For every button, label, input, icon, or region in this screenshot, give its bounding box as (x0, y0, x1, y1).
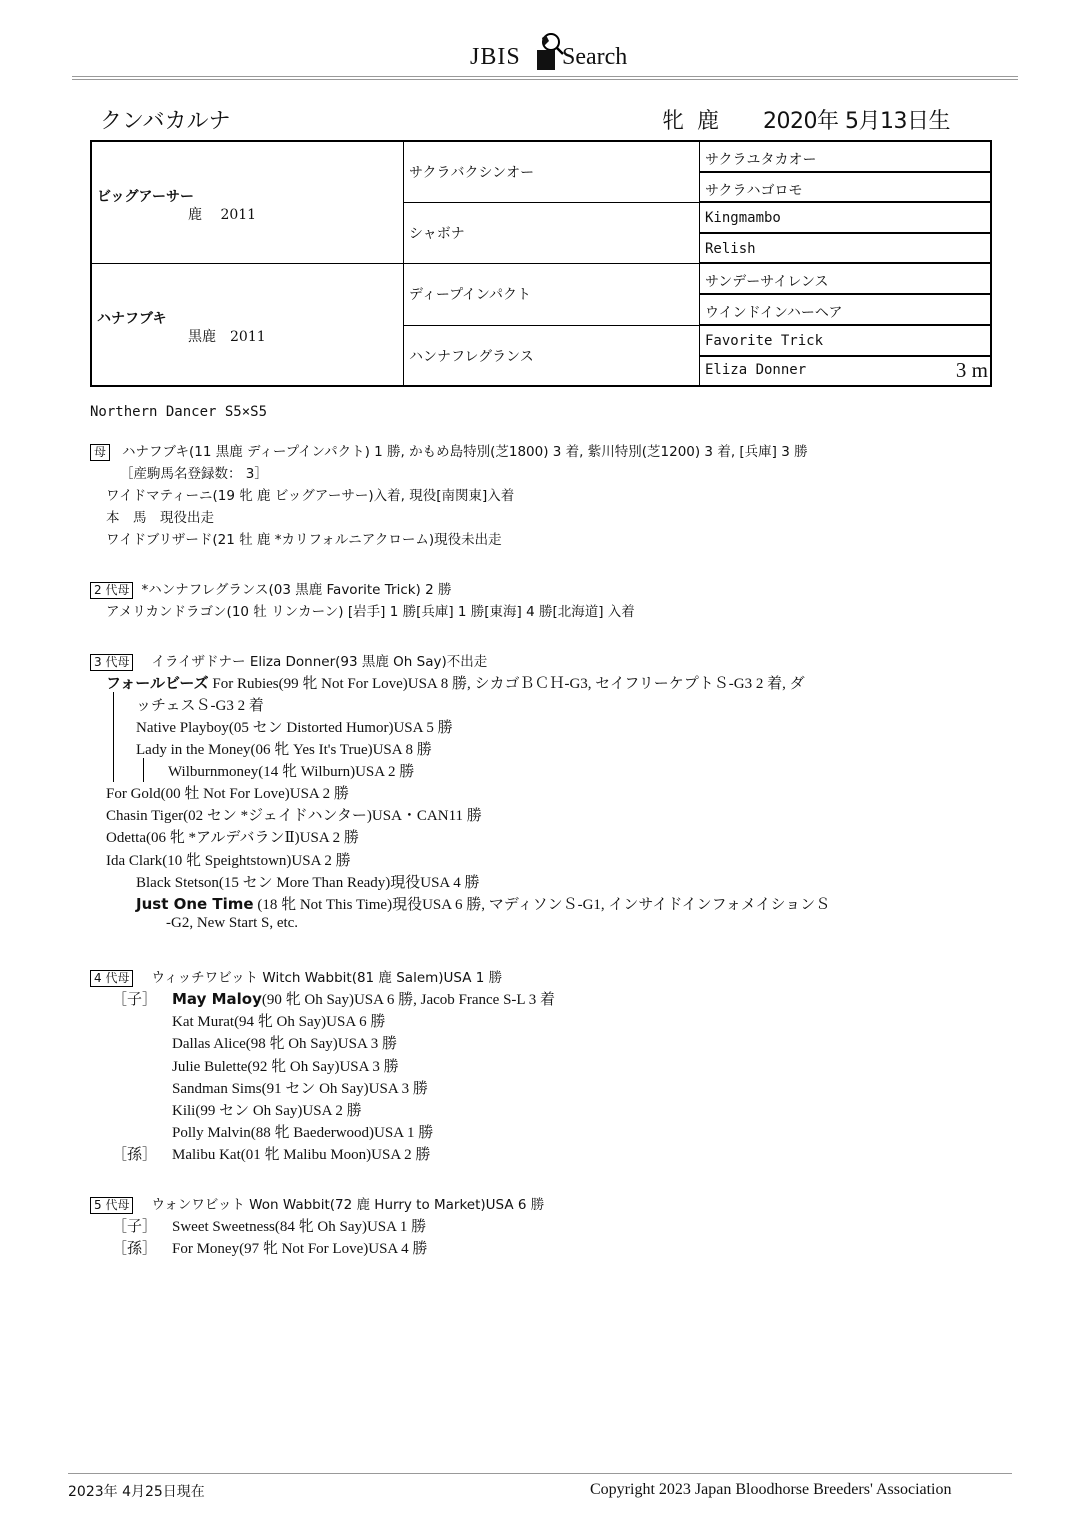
gen3-cell (699, 295, 990, 326)
gen2-name[interactable]: シャボナ (409, 226, 465, 242)
dam-line (90, 440, 808, 461)
progeny-text: Wilburnmoney(14 牝 Wilburn)USA 2 勝 (168, 764, 415, 780)
progeny-text: Kili(99 セン Oh Say)USA 2 勝 (172, 1103, 362, 1119)
grandchild-label: ［孫］ (112, 1147, 158, 1163)
sire-cell (92, 142, 403, 264)
child-label: ［子］ (112, 1219, 158, 1235)
pedigree-table (90, 140, 992, 387)
gen3-cell (699, 203, 990, 234)
progeny-text: Black Stetson(15 セン More Than Ready)現役USA 4 勝 (136, 875, 480, 891)
progeny-text: Polly Malvin(88 牝 Baederwood)USA 1 勝 (172, 1125, 434, 1141)
header-rule (72, 76, 1018, 77)
progeny-text: ワイドマティーニ(19 牝 鹿 ビッグアーサー)入着, 現役[南関東]入着 (106, 488, 515, 504)
gen2-cell (403, 264, 699, 326)
gen3-cell (699, 264, 990, 295)
gen3-progeny-line (106, 804, 482, 825)
dam-info: 黒鹿 2011 (188, 329, 266, 345)
dam-text: ハナフブキ(11 黒鹿 ディープインパクト) 1 勝, かもめ島特別(芝1800) 3 着, 紫川特別(芝1200) 3 着, [兵庫] 3 勝 (122, 444, 808, 460)
gen3-cell (699, 173, 990, 203)
gen3-name[interactable]: サクラハゴロモ (705, 183, 803, 199)
progeny-text: For Rubies(99 牝 Not For Love)USA 8 勝, シカゴＢＣＨ-G3, セイフリーケプトＳ-G3 2 着, ダ (208, 676, 805, 692)
foal-count-text: ［産駒馬名登録数： 3］ (120, 466, 268, 482)
progeny-text: Lady in the Money(06 牝 Yes It's True)USA 8 勝 (136, 742, 432, 758)
as-of-date: 2023年 4月25日現在 (68, 1484, 205, 1500)
pedigree-gen3 (699, 142, 990, 385)
progeny-text: Julie Bulette(92 牝 Oh Say)USA 3 勝 (172, 1059, 399, 1075)
dam-cell (92, 264, 403, 385)
gen3-progeny-line (106, 782, 349, 803)
gen3-cell (699, 234, 990, 264)
progeny-text: Chasin Tiger(02 セン *ジェイドハンター)USA・CAN11 勝 (106, 808, 482, 824)
progeny-text: アメリカンドラゴン(10 牡 リンカーン) [岩手] 1 勝[兵庫] 1 勝[東海] 4 勝[北海道] 入着 (106, 604, 635, 620)
magnifier-horse-icon (534, 32, 564, 72)
stakes-winner-name: May Maloy (172, 990, 262, 1008)
gen2-tag: 2 代母 (90, 582, 133, 599)
dam-progeny-line (106, 484, 514, 505)
gen2-progeny-line (106, 600, 635, 621)
gen4-head: ウィッチワビット Witch Wabbit(81 鹿 Salem)USA 1 勝 (151, 970, 503, 986)
horse-sex-color: 牝 鹿 (662, 109, 719, 134)
gen3-cell (699, 142, 990, 173)
horse-birth-date: 2020年 5月13日生 (763, 109, 950, 134)
gen2-text: *ハンナフレグランス(03 黒鹿 Favorite Trick) 2 勝 (141, 582, 452, 598)
footer-rule (68, 1473, 1012, 1474)
gen3-progeny-line (106, 849, 351, 870)
gen5-grandchild-line (172, 1237, 427, 1258)
horse-name: クンバカルナ (100, 109, 231, 134)
progeny-text: Native Playboy(05 セン Distorted Humor)USA 5 勝 (136, 720, 453, 736)
gen4-progeny-line (172, 1077, 428, 1098)
inbreeding-note: Northern Dancer S5×S5 (90, 404, 268, 420)
gen3-progeny-line (136, 871, 479, 892)
gen3-name[interactable]: サクラユタカオー (705, 152, 817, 168)
gen2-name[interactable]: ハンナフレグランス (409, 349, 534, 365)
gen3-name[interactable]: Favorite Trick (705, 333, 824, 349)
sire-name[interactable]: ビッグアーサー (97, 189, 195, 205)
sire-info: 鹿 2011 (188, 207, 257, 223)
gen3-progeny-line (136, 738, 432, 759)
gen3-progeny-line (106, 826, 359, 847)
gen3-progeny-line (136, 893, 830, 914)
gen4-grandchild-line (172, 1143, 430, 1164)
pedigree-gen2 (403, 142, 700, 385)
gen4-tag: 4 代母 (90, 970, 133, 987)
gen2-cell (403, 203, 699, 264)
progeny-text: Sandman Sims(91 セン Oh Say)USA 3 勝 (172, 1081, 428, 1097)
progeny-text: Malibu Kat(01 牝 Malibu Moon)USA 2 勝 (172, 1147, 431, 1163)
gen2-cell (403, 326, 699, 385)
pedigree-gen1 (92, 142, 404, 385)
gen2-name[interactable]: ディープインパクト (409, 287, 531, 303)
dam-foal-count (120, 462, 268, 483)
gen5-progeny-line (172, 1215, 426, 1236)
gen4-progeny-line (172, 988, 555, 1009)
grandchild-label: ［孫］ (112, 1241, 158, 1257)
dam-progeny-line (106, 506, 214, 527)
gen3-head: イライザドナー Eliza Donner(93 黒鹿 Oh Say)不出走 (151, 654, 488, 670)
dam-progeny-line (106, 528, 502, 549)
gen3-cell (699, 357, 990, 385)
gen3-progeny-cont (136, 694, 264, 715)
stakes-winner-name: フォールビーズ (106, 674, 209, 692)
gen3-progeny-line (168, 760, 414, 781)
gen2-name[interactable]: サクラバクシンオー (409, 165, 535, 181)
progeny-text: For Money(97 牝 Not For Love)USA 4 勝 (172, 1241, 428, 1257)
gen3-name[interactable]: Kingmambo (705, 210, 781, 226)
gen3-name[interactable]: Relish (705, 241, 756, 257)
header-rule-2 (72, 79, 1018, 80)
progeny-text: ワイドブリザード(21 牡 鹿 *カリフォルニアクローム)現役未出走 (106, 532, 502, 548)
gen4-progeny-line (172, 1055, 399, 1076)
gen4-progeny-line (172, 1121, 433, 1142)
gen5-head: ウォンワビット Won Wabbit(72 鹿 Hurry to Market)USA 6 勝 (151, 1197, 545, 1213)
progeny-text: -G2, New Start S, etc. (166, 915, 299, 931)
gen3-progeny-cont (166, 915, 298, 932)
gen4-progeny-line (172, 1010, 385, 1031)
progeny-text: Kat Murat(94 牝 Oh Say)USA 6 勝 (172, 1014, 386, 1030)
cross-mark: 3 m (955, 358, 988, 382)
stakes-winner-name: Just One Time (136, 895, 254, 913)
lineage-bar (113, 692, 114, 782)
progeny-text: Sweet Sweetness(84 牝 Oh Say)USA 1 勝 (172, 1219, 427, 1235)
gen3-name[interactable]: Eliza Donner (705, 362, 807, 378)
gen5-tag: 5 代母 (90, 1197, 133, 1214)
dam-name[interactable]: ハナフブキ (97, 311, 167, 327)
progeny-text: Odetta(06 牝 *アルデバランⅡ)USA 2 勝 (106, 830, 359, 846)
gen3-tag: 3 代母 (90, 654, 133, 671)
gen3-cell (699, 326, 990, 357)
progeny-text: (18 牝 Not This Time)現役USA 6 勝, マディソンＳ-G1, インサイドインフォメイションＳ (253, 897, 831, 913)
child-label: ［子］ (112, 992, 158, 1008)
gen4-dam-line (90, 966, 502, 987)
gen3-progeny-line (106, 672, 805, 693)
progeny-text: Ida Clark(10 牝 Speightstown)USA 2 勝 (106, 853, 351, 869)
gen5-dam-line (90, 1193, 544, 1214)
gen3-name[interactable]: サンデーサイレンス (705, 274, 829, 290)
dam-tag: 母 (90, 444, 110, 461)
progeny-text: Dallas Alice(98 牝 Oh Say)USA 3 勝 (172, 1036, 397, 1052)
progeny-text: 本 馬 現役出走 (106, 510, 214, 526)
copyright: Copyright 2023 Japan Bloodhorse Breeders' Association (590, 1481, 952, 1498)
progeny-text: For Gold(00 牡 Not For Love)USA 2 勝 (106, 786, 349, 802)
lineage-bar (143, 758, 144, 782)
gen4-progeny-line (172, 1032, 397, 1053)
progeny-text: ッチェスＳ-G3 2 着 (136, 698, 264, 714)
gen2-cell (403, 142, 699, 203)
gen4-progeny-line (172, 1099, 362, 1120)
gen2-dam-line (90, 578, 452, 599)
logo-search-text: Search (562, 44, 628, 70)
jbis-search-logo[interactable] (470, 18, 640, 74)
progeny-text: (90 牝 Oh Say)USA 6 勝, Jacob France S-L 3 着 (261, 992, 556, 1008)
gen3-name[interactable]: ウインドインハーヘア (705, 305, 843, 321)
gen3-dam-line (90, 650, 487, 671)
gen3-progeny-line (136, 716, 453, 737)
logo-jbis-text: JBIS (470, 44, 521, 70)
